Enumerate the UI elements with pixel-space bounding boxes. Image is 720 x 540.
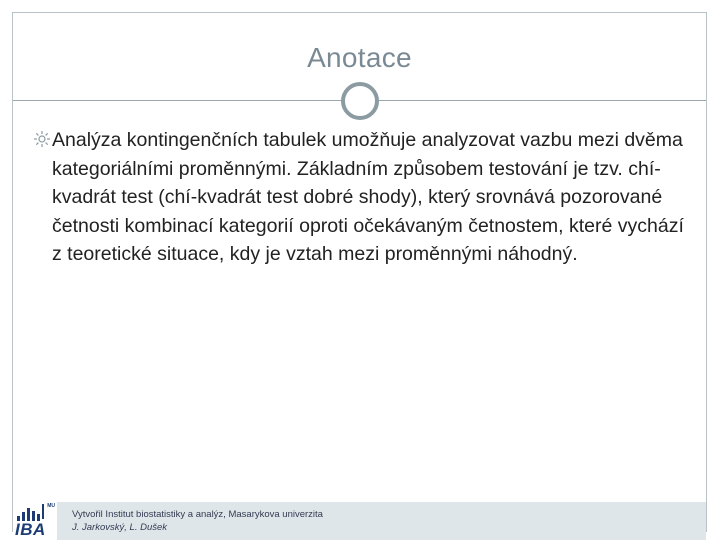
footer-bar bbox=[13, 502, 706, 540]
footer-authors: J. Jarkovský, L. Dušek bbox=[72, 522, 168, 533]
footer-credit: Vytvořil Institut biostatistiky a analýz, Masarykova univerzita bbox=[72, 509, 323, 520]
logo-text: IBA bbox=[15, 520, 46, 539]
bullet-paragraph: Analýza kontingenčních tabulek umožňuje analyzovat vazbu mezi dvěma kategoriálními proměnnými. Základním způsobem testování je tzv. chí-kvadrát test (chí-kvadrát test dobré shody), který srovnává pozorované četnosti kombinací kategorií oproti očekávaným četnostem, které vychází z teoretické situace, kdy je vztah mezi proměnnými náhodný. bbox=[52, 129, 684, 266]
slide-title: Anotace bbox=[307, 42, 412, 73]
divider-ring-ornament bbox=[341, 82, 379, 120]
logo-mu-mark: MU bbox=[47, 503, 55, 509]
sun-bullet-icon bbox=[33, 130, 51, 148]
iba-logo bbox=[13, 502, 57, 540]
